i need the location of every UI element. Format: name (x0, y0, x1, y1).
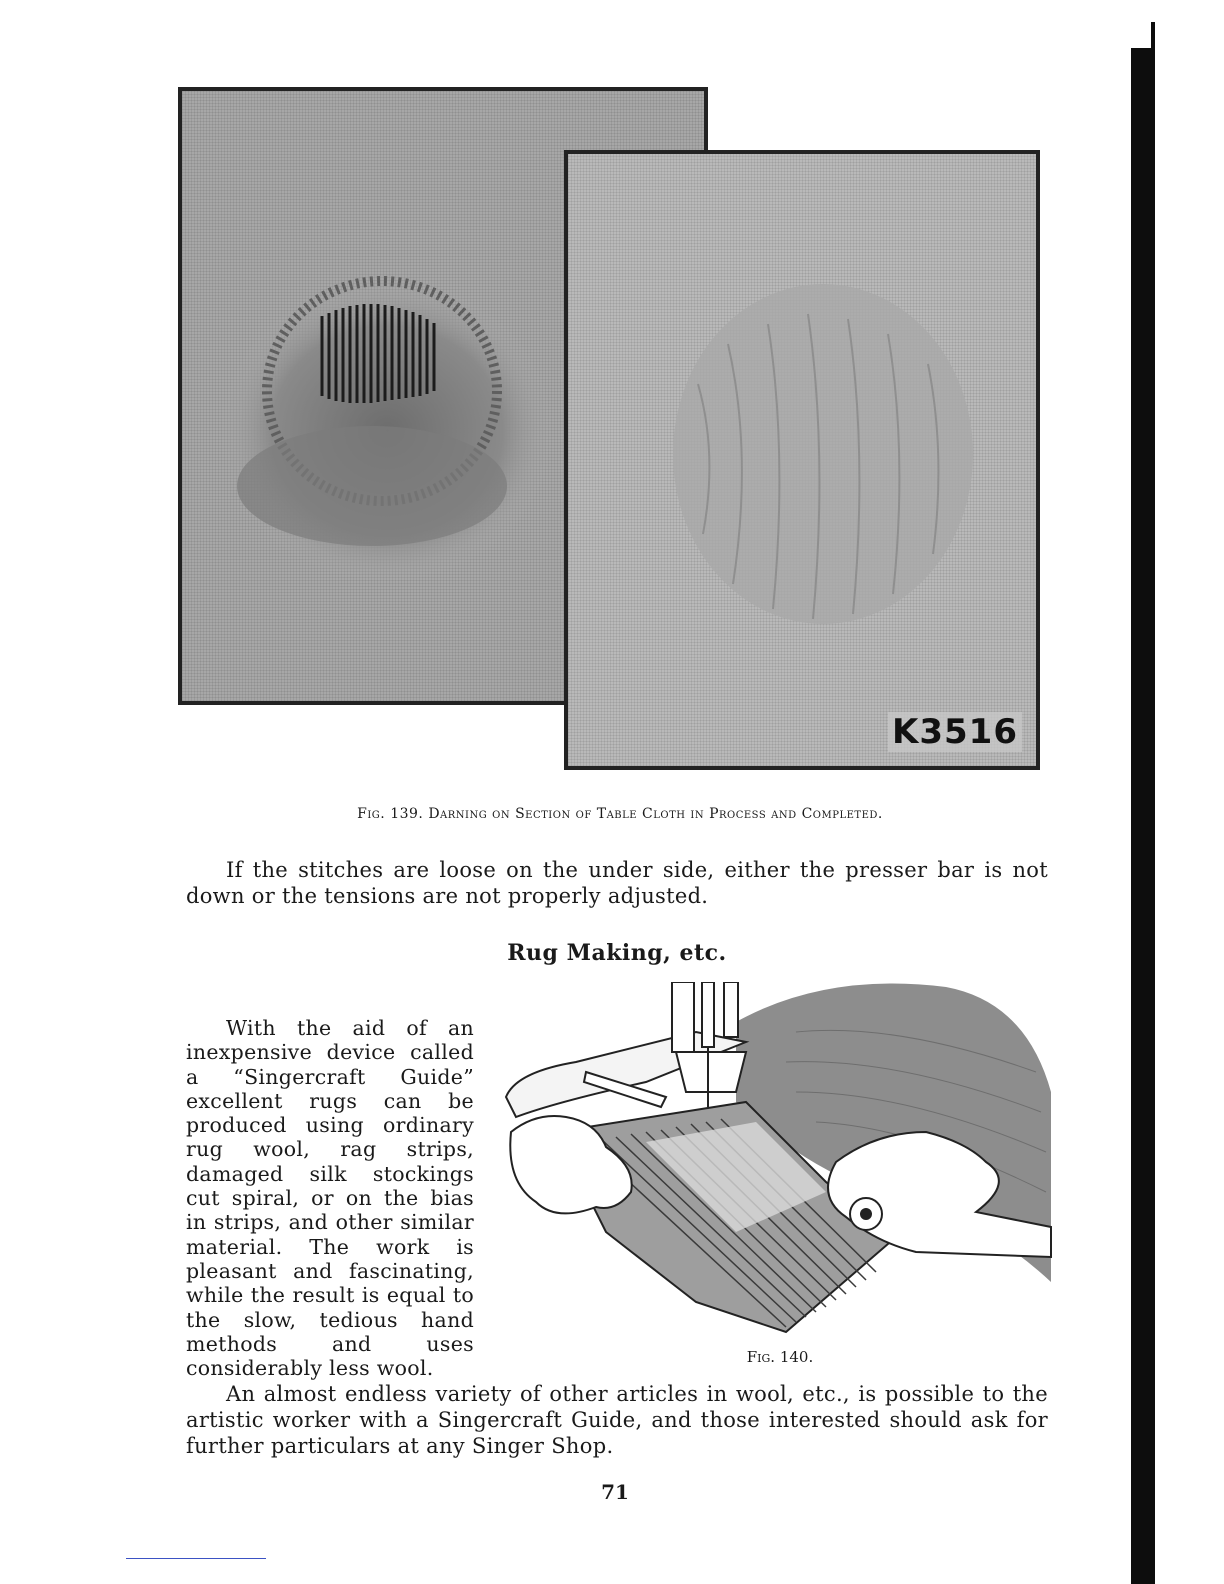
section-heading: Rug Making, etc. (507, 940, 727, 966)
scanned-page-edge (1131, 48, 1155, 1584)
paragraph-singercraft-guide: With the aid of an inexpensive device called a “Singercraft Guide” excellent rugs can be produced using ordinary rug wool, rag strips, damaged silk stockings cut spiral, or on the bias in strips, and other similar material. The work is pleasant and fascinating, while the result is equal to the slow, tedious hand methods and uses considerably less wool. (186, 1016, 474, 1381)
figure-140-caption: Fig. 140. (746, 1348, 814, 1366)
figure-140-illustration (496, 982, 1056, 1352)
paragraph-presser-bar: If the stitches are loose on the under side, either the presser bar is not down or the tensions are not properly adjusted. (186, 858, 1048, 908)
figure-stamp: K3516 (888, 712, 1022, 752)
footer-rule (126, 1558, 266, 1559)
page-number: 71 (601, 1480, 629, 1504)
figure-139-caption: Fig. 139. Darning on Section of Table Cloth in Process and Completed. (357, 806, 883, 822)
darning-completed-image (568, 154, 1036, 766)
figure-139-photo-completed (564, 150, 1040, 770)
paragraph-other-articles: An almost endless variety of other articles in wool, etc., is possible to the artistic worker with a Singercraft Guide, and those interested should ask for further particulars at any Singer Shop. (186, 1382, 1048, 1458)
